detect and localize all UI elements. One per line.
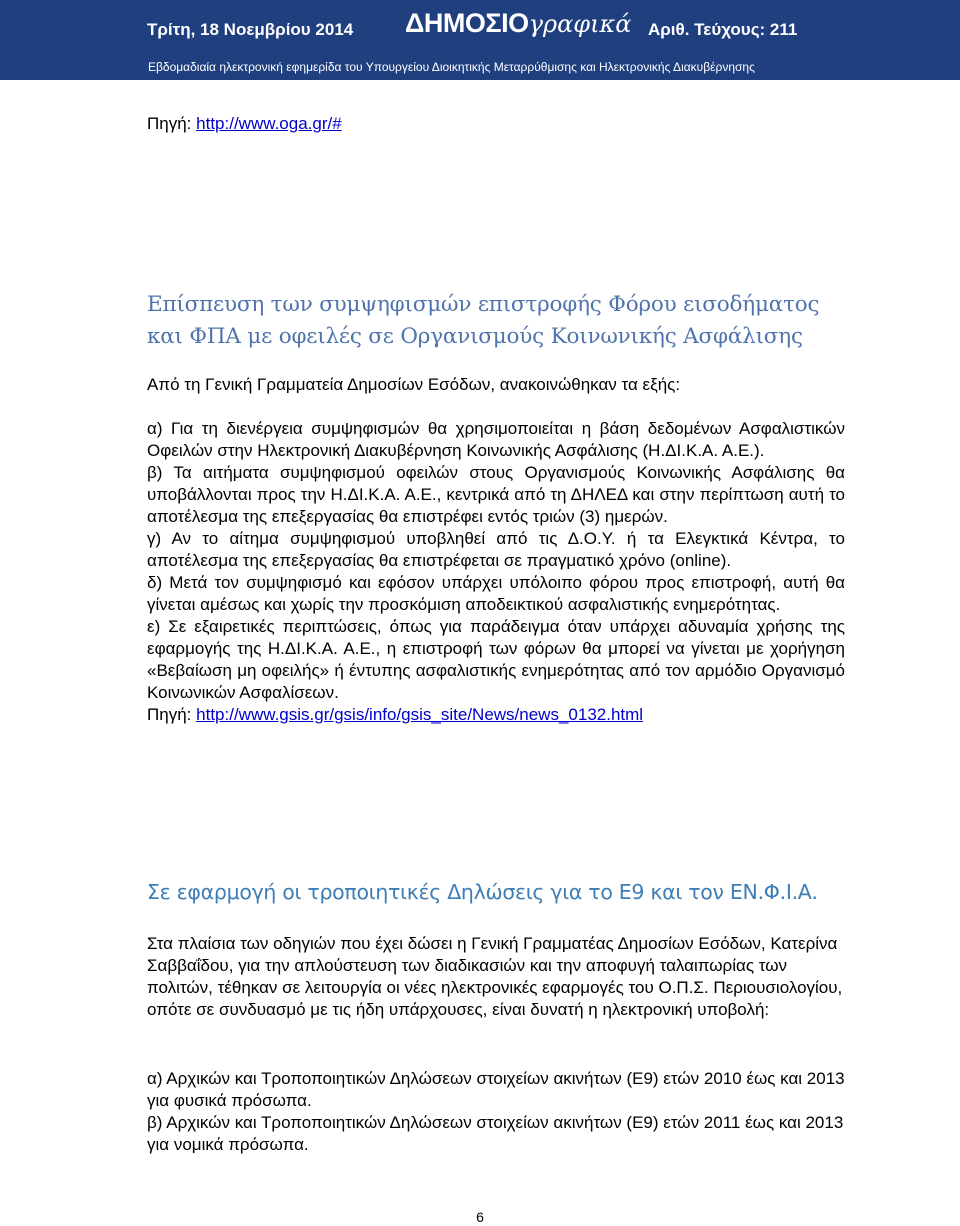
source-label: Πηγή:	[147, 114, 192, 133]
article1-items	[147, 418, 845, 726]
article2-intro-text: Στα πλαίσια των οδηγιών που έχει δώσει η Γενική Γραμματέας Δημοσίων Εσόδων, Κατερίνα Σαββαΐδου, για την απλούστευση των διαδικασιών και την αποφυγή ταλαιπωρίας των πολιτών, τέθηκαν σε λειτουργία οι νέες ηλεκτρονικές εφαρμογές του Ο.Π.Σ. Περιουσιολογίου, οπότε σε συνδυασμό με τις ήδη υπάρχουσες, είναι δυνατή η ηλεκτρονική υποβολή:	[147, 934, 843, 1019]
publication-logo	[405, 8, 631, 39]
source-link-oga[interactable]: http://www.oga.gr/#	[196, 114, 342, 133]
article1-source	[147, 704, 845, 726]
article2-item-a: α) Αρχικών και Τροποποιητικών Δηλώσεων στοιχείων ακινήτων (Ε9) ετών 2010 έως και 2013 για φυσικά πρόσωπα.	[147, 1069, 845, 1110]
article2-intro	[147, 933, 845, 1037]
article1-source-label: Πηγή:	[147, 705, 192, 724]
issue-number: Αριθ. Τεύχους: 211	[648, 20, 798, 39]
article1-item-d: δ) Μετά τον συμψηφισμό και εφόσον υπάρχει υπόλοιπο φόρου προς επιστροφή, αυτή θα γίνεται αμέσως και χωρίς την προσκόμιση αποδεικτικού ασφαλιστικής ενημερότητας.	[147, 573, 845, 614]
article1-title-line1: Επίσπευση των συμψηφισμών επιστροφής Φόρου εισοδήματος	[147, 292, 820, 317]
source-line-oga	[147, 114, 342, 134]
logo-script-text: γραφικά	[528, 10, 632, 38]
article1-intro	[147, 374, 845, 396]
article1-title-line2: και ΦΠΑ με οφειλές σε Οργανισμούς Κοινωνικής Ασφάλισης	[147, 324, 803, 349]
article1-intro-text: Από τη Γενική Γραμματεία Δημοσίων Εσόδων, ανακοινώθηκαν τα εξής:	[147, 375, 681, 394]
newspaper-header	[0, 0, 960, 80]
article2-item-b: β) Αρχικών και Τροποποιητικών Δηλώσεων στοιχείων ακινήτων (Ε9) ετών 2011 έως και 2013 για νομικά πρόσωπα.	[147, 1113, 844, 1154]
article1-item-a: α) Για τη διενέργεια συμψηφισμών θα χρησιμοποιείται η βάση δεδομένων Ασφαλιστικών Οφειλών στην Ηλεκτρονική Διακυβέρνηση Κοινωνικής Ασφάλισης (Η.ΔΙ.Κ.Α. Α.Ε.).	[147, 419, 845, 460]
issue-date: Τρίτη, 18 Νοεμβρίου 2014	[147, 20, 354, 39]
page-number: 6	[476, 1209, 484, 1225]
article1-item-e: ε) Σε εξαιρετικές περιπτώσεις, όπως για παράδειγμα όταν υπάρχει αδυναμία χρήσης της εφαρμογής της Η.ΔΙ.Κ.Α. Α.Ε., η επιστροφή των φόρων θα μπορεί να γίνεται με χορήγηση «Βεβαίωση μη οφειλής» ή έντυπης ασφαλιστικής ενημερότητας από τον αρμόδιο Οργανισμό Κοινωνικών Ασφαλίσεων.	[147, 617, 845, 702]
article1-item-b: β) Τα αιτήματα συμψηφισμού οφειλών στους Οργανισμούς Κοινωνικής Ασφάλισης θα υποβάλλονται προς την Η.ΔΙ.Κ.Α. Α.Ε., κεντρικά από τη ΔΗΛΕΔ και στην περίπτωση αυτή το αποτέλεσμα της επεξεργασίας θα επιστρέφει εντός τριών (3) ημερών.	[147, 463, 845, 526]
source-link-gsis[interactable]: http://www.gsis.gr/gsis/info/gsis_site/News/news_0132.html	[196, 705, 644, 724]
article2-title: Σε εφαρμογή οι τροποιητικές Δηλώσεις για το Ε9 και τον ΕΝ.Φ.Ι.Α.	[147, 880, 818, 904]
article1-title	[147, 289, 847, 353]
logo-main-text: ΔΗΜΟΣΙΟ	[405, 8, 529, 38]
header-subtitle: Εβδομαδιαία ηλεκτρονική εφημερίδα του Υπουργείου Διοικητικής Μεταρρύθμισης και Ηλεκτρονικής Διακυβέρνησης	[148, 60, 755, 74]
article1-item-c: γ) Αν το αίτημα συμψηφισμού υποβληθεί από τις Δ.Ο.Υ. ή τα Ελεγκτικά Κέντρα, το αποτέλεσμα της επεξεργασίας θα επιστρέφεται σε πραγματικό χρόνο (online).	[147, 529, 845, 570]
article2-items	[147, 1068, 845, 1156]
